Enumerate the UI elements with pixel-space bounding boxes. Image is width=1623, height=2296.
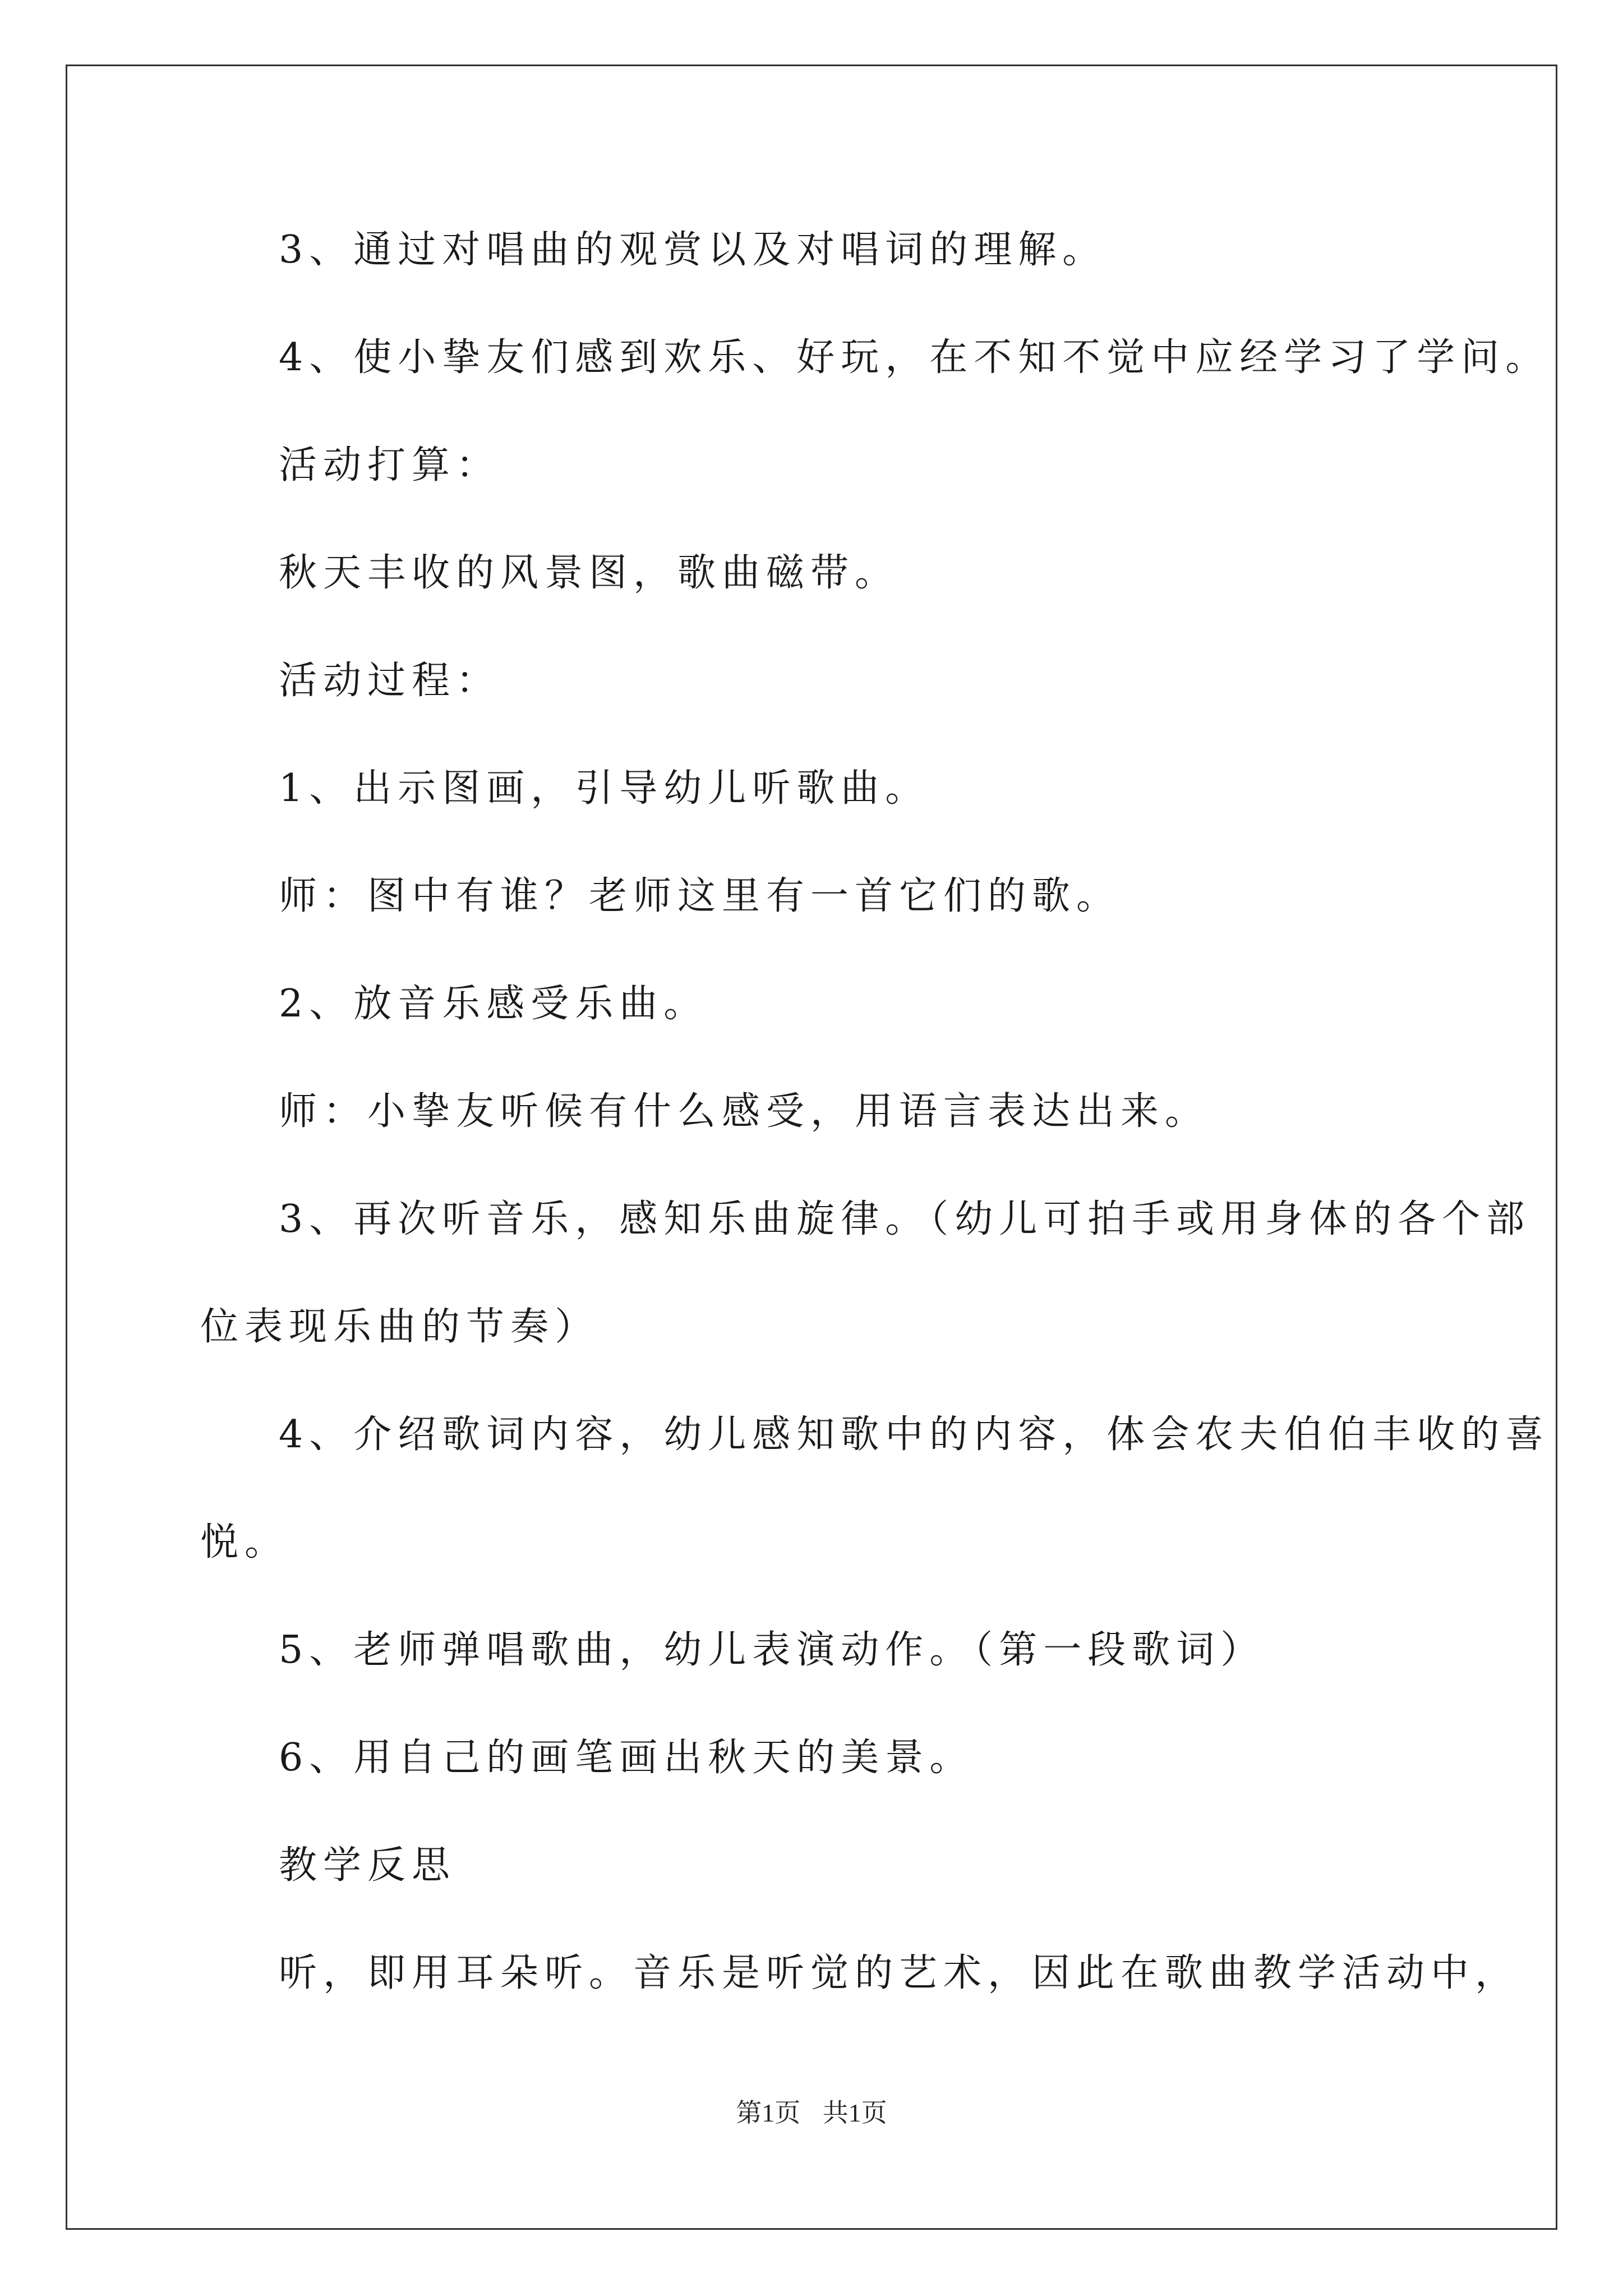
paragraph: 4、介绍歌词内容，幼儿感知歌中的内容，体会农夫伯伯丰收的喜: [279, 1412, 1550, 1457]
paragraph: 听，即用耳朵听。音乐是听觉的艺术，因此在歌曲教学活动中，: [279, 1951, 1520, 1995]
section-heading: 教学反思: [279, 1843, 457, 1888]
paragraph: 4、使小挚友们感到欢乐、好玩，在不知不觉中应经学习了学问。: [279, 335, 1550, 380]
page-footer: [0, 2099, 1623, 2127]
paragraph: 2、放音乐感受乐曲。: [279, 982, 708, 1026]
page-total: 共1页: [822, 2099, 887, 2127]
page-number: 第1页: [736, 2099, 801, 2127]
paragraph: 5、老师弹唱歌曲，幼儿表演动作。（第一段歌词）: [279, 1628, 1265, 1672]
paragraph: 3、再次听音乐，感知乐曲旋律。（幼儿可拍手或用身体的各个部: [279, 1197, 1531, 1241]
paragraph: 秋天丰收的风景图，歌曲磁带。: [279, 551, 900, 595]
section-heading: 活动过程：: [279, 659, 501, 703]
paragraph-continuation: 位表现乐曲的节奏）: [200, 1305, 600, 1349]
page-border: [66, 65, 1557, 2230]
paragraph: 6、用自己的画笔画出秋天的美景。: [279, 1736, 974, 1780]
section-heading: 活动打算：: [279, 443, 501, 487]
paragraph-continuation: 悦。: [200, 1520, 289, 1565]
paragraph: 3、通过对唱曲的观赏以及对唱词的理解。: [279, 228, 1107, 272]
paragraph: 1、出示图画，引导幼儿听歌曲。: [279, 766, 930, 811]
paragraph: 师：图中有谁？老师这里有一首它们的歌。: [279, 874, 1121, 918]
paragraph: 师：小挚友听候有什么感受，用语言表达出来。: [279, 1089, 1210, 1134]
